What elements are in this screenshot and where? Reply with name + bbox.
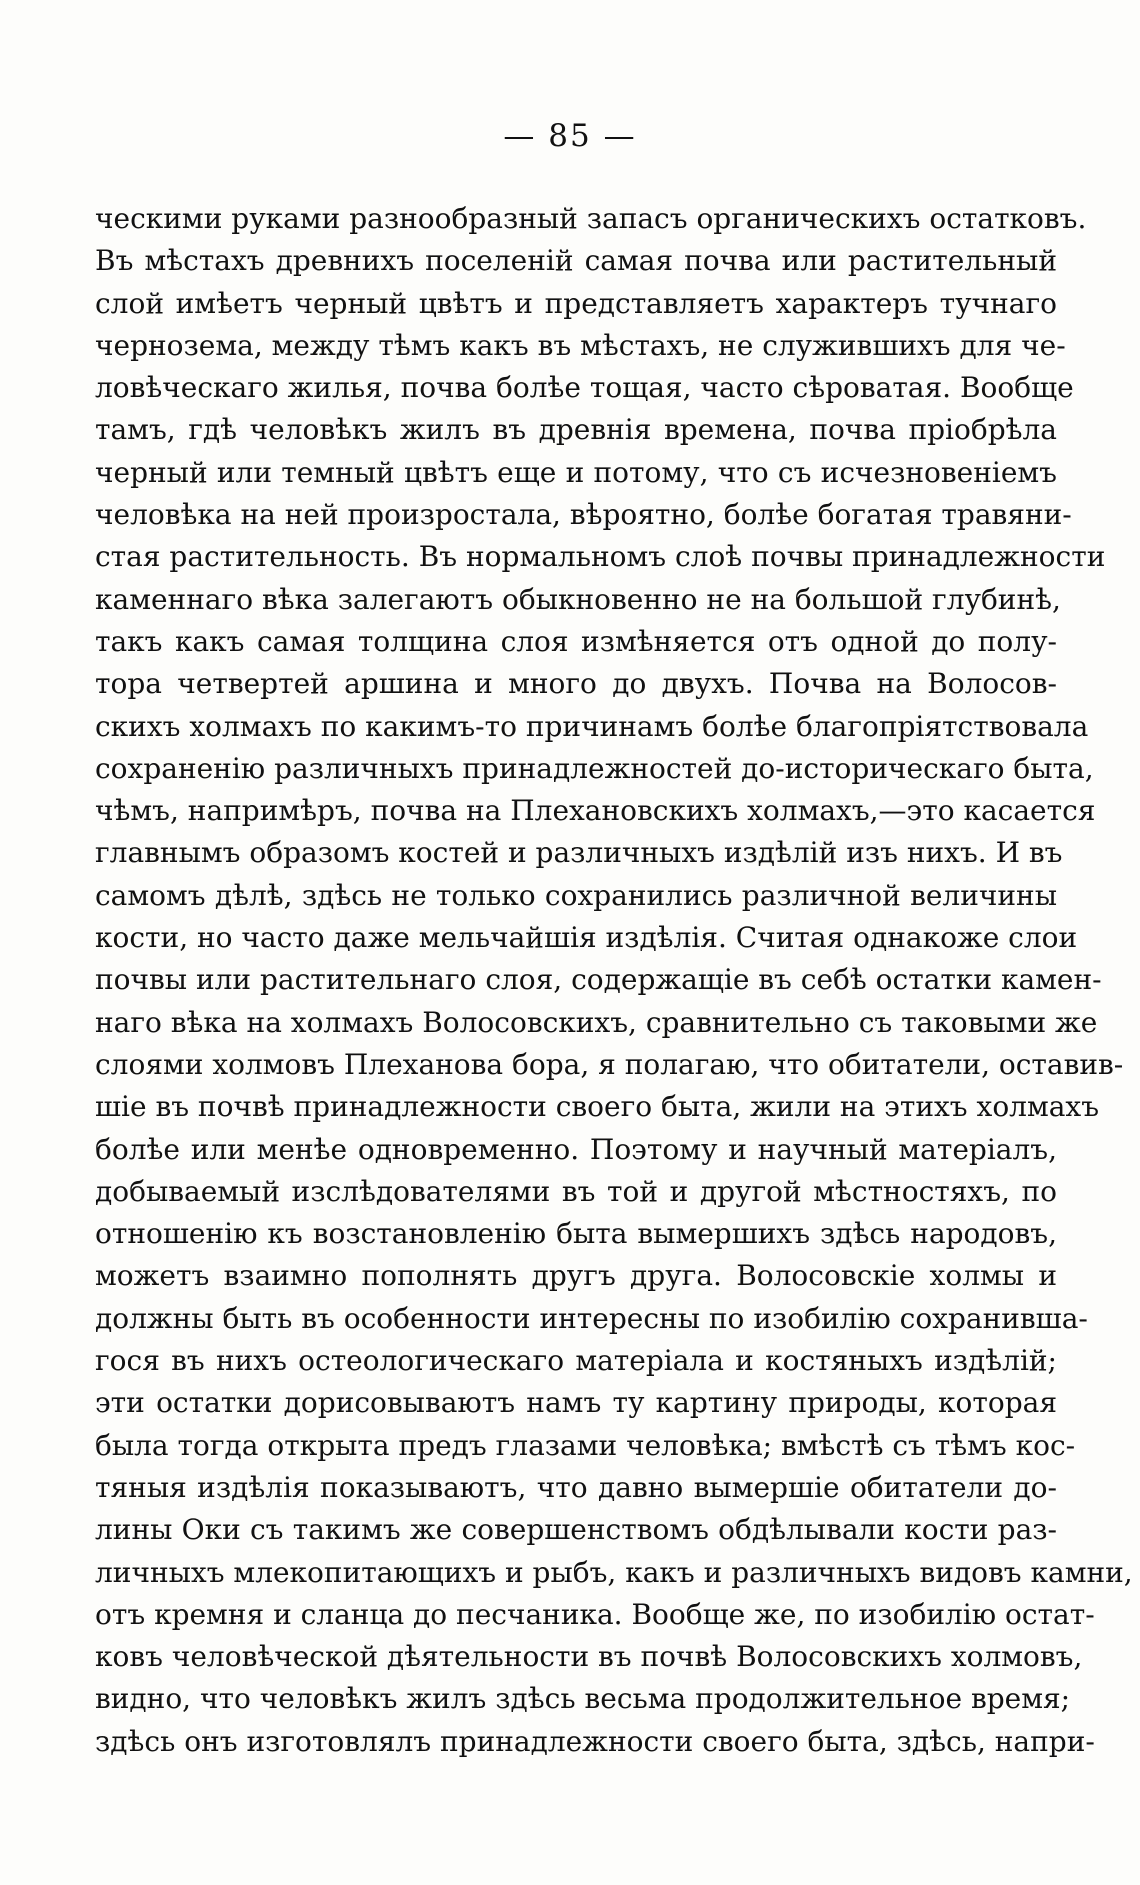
page-number: — 85 — xyxy=(503,118,637,154)
text-line: ковъ человѣческой дѣятельности въ почвѣ Волосовскихъ холмовъ, xyxy=(95,1640,1083,1674)
text-line: эти остатки дорисовываютъ намъ ту картину природы, которая xyxy=(95,1386,1057,1420)
text-line: кости, но часто даже мельчайшія издѣлія. Считая однакоже слои xyxy=(95,921,1078,955)
text-line: каменнаго вѣка залегаютъ обыкновенно не на большой глубинѣ, xyxy=(95,582,1061,616)
text-line: можетъ взаимно пополнять другъ друга. Волосовскіе холмы и xyxy=(95,1259,1057,1293)
text-line: наго вѣка на холмахъ Волосовскихъ, сравнительно съ таковыми же xyxy=(95,1005,1098,1039)
text-line: здѣсь онъ изготовлялъ принадлежности своего быта, здѣсь, напри- xyxy=(95,1724,1095,1758)
text-line: такъ какъ самая толщина слоя измѣняется отъ одной до полу- xyxy=(95,624,1057,658)
text-line: Въ мѣстахъ древнихъ поселеній самая почва или растительный xyxy=(95,244,1057,278)
text-line: ческими руками разнообразный запасъ органическихъ остатковъ. xyxy=(95,202,1087,235)
text-line: добываемый изслѣдователями въ той и другой мѣстностяхъ, по xyxy=(95,1174,1057,1208)
text-line: скихъ холмахъ по какимъ-то причинамъ болѣе благопріятствовала xyxy=(95,709,1089,743)
text-line: шіе въ почвѣ принадлежности своего быта, жили на этихъ холмахъ xyxy=(95,1090,1100,1124)
text-line: личныхъ млекопитающихъ и рыбъ, какъ и различныхъ видовъ камни, xyxy=(95,1555,1133,1589)
text-line: главнымъ образомъ костей и различныхъ издѣлій изъ нихъ. И въ xyxy=(95,836,1063,870)
text-line: тора четвертей аршина и много до двухъ. Почва на Волосов- xyxy=(95,667,1057,701)
text-line: тамъ, гдѣ человѣкъ жилъ въ древнія времена, почва пріобрѣла xyxy=(95,413,1057,447)
text-line: слоями холмовъ Плеханова бора, я полагаю, что обитатели, оставив- xyxy=(95,1047,1124,1081)
body-text xyxy=(95,198,1133,1763)
text-line: сохраненію различныхъ принадлежностей до-историческаго быта, xyxy=(95,751,1094,785)
text-line: человѣка на ней произростала, вѣроятно, болѣе богатая травяни- xyxy=(95,498,1072,532)
text-line: тяныя издѣлія показываютъ, что давно вымершіе обитатели до- xyxy=(95,1470,1057,1504)
text-line: гося въ нихъ остеологическаго матеріала и костяныхъ издѣлій; xyxy=(95,1344,1057,1378)
text-line: отъ кремня и сланца до песчаника. Вообще же, по изобилію остат- xyxy=(95,1597,1095,1631)
text-line: самомъ дѣлѣ, здѣсь не только сохранились различной величины xyxy=(95,878,1057,912)
text-line: была тогда открыта предъ глазами человѣка; вмѣстѣ съ тѣмъ кос- xyxy=(95,1428,1076,1462)
text-line: почвы или растительнаго слоя, содержащіе въ себѣ остатки камен- xyxy=(95,963,1102,997)
text-line: болѣе или менѣе одновременно. Поэтому и научный матеріалъ, xyxy=(95,1132,1057,1166)
text-line: чѣмъ, напримѣръ, почва на Плехановскихъ холмахъ,—это касается xyxy=(95,794,1096,828)
text-line: должны быть въ особенности интересны по изобилію сохранивша- xyxy=(95,1301,1088,1335)
text-line: чернозема, между тѣмъ какъ въ мѣстахъ, не служившихъ для че- xyxy=(95,328,1066,362)
text-line: видно, что человѣкъ жилъ здѣсь весьма продолжительное время; xyxy=(95,1682,1071,1716)
text-line: слой имѣетъ черный цвѣтъ и представляетъ характеръ тучнаго xyxy=(95,286,1057,320)
text-line: черный или темный цвѣтъ еще и потому, что съ исчезновеніемъ xyxy=(95,455,1057,489)
text-line: отношенію къ возстановленію быта вымершихъ здѣсь народовъ, xyxy=(95,1217,1057,1251)
text-line: стая растительность. Въ нормальномъ слоѣ почвы принадлежности xyxy=(95,540,1106,574)
text-line: лины Оки съ такимъ же совершенствомъ обдѣлывали кости раз- xyxy=(95,1513,1057,1547)
text-line: ловѣческаго жилья, почва болѣе тощая, часто сѣроватая. Вообще xyxy=(95,371,1074,405)
